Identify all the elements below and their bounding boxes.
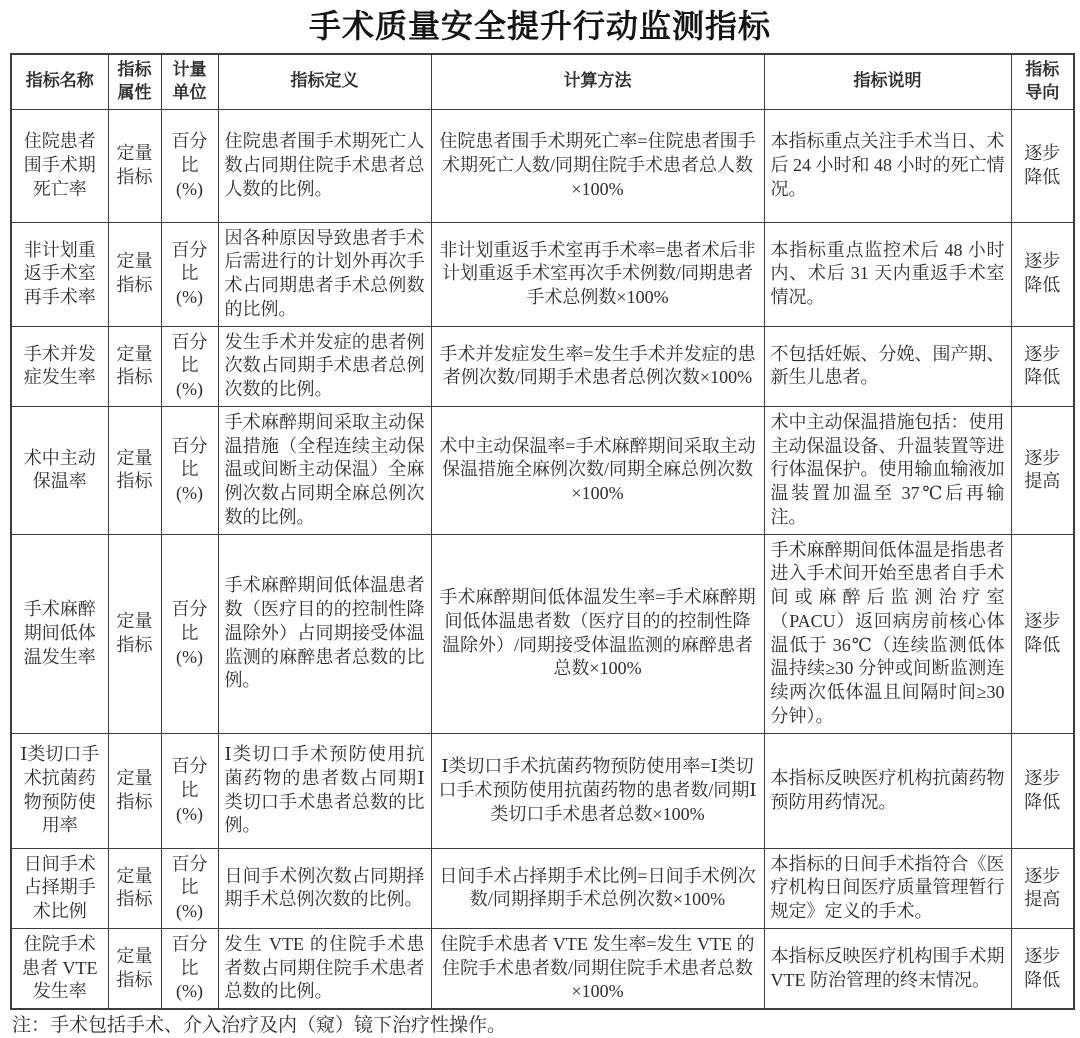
indicator-definition-cell: 手术麻醉期间采取主动保温措施（全程连续主动保温或间断主动保温）全麻例次数占同期全麻总例次数的比例。: [218, 406, 431, 534]
measurement-unit-cell: 百分比(%): [161, 326, 218, 406]
header-indicator-note: 指标说明: [764, 54, 1011, 109]
calculation-method-cell: 手术并发症发生率=发生手术并发症的患者例次数/同期手术患者总例次数×100%: [431, 326, 764, 406]
indicator-name-cell: 日间手术占择期手术比例: [11, 848, 108, 928]
indicator-definition-cell: Ⅰ类切口手术预防使用抗菌药物的患者数占同期Ⅰ类切口手术患者总数的比例。: [218, 733, 431, 848]
calculation-method-cell: 非计划重返手术室再手术率=患者术后非计划重返手术室再次手术例数/同期患者手术总例数×100%: [431, 222, 764, 326]
indicator-note-cell: 术中主动保温措施包括：使用主动保温设备、升温装置等进行体温保护。使用输血输液加温装置加温至 37℃后再输注。: [764, 406, 1011, 534]
indicator-note-cell: 本指标的日间手术指符合《医疗机构日间医疗质量管理暂行规定》定义的手术。: [764, 848, 1011, 928]
indicator-definition-cell: 因各种原因导致患者手术后需进行的计划外再次手术占同期患者手术总例数的比例。: [218, 222, 431, 326]
indicator-attribute-cell: 定量指标: [108, 109, 161, 222]
calculation-method-cell: 手术麻醉期间低体温发生率=手术麻醉期间低体温患者数（医疗目的的控制性降温除外）/同期接受体温监测的麻醉患者总数×100%: [431, 534, 764, 733]
indicator-name-cell: 住院手术患者 VTE 发生率: [11, 928, 108, 1009]
table-row: [11, 534, 1074, 733]
indicator-note-cell: 手术麻醉期间低体温是指患者进入手术间开始至患者自手术间或麻醉后监测治疗室（PACU）返回病房前核心体温低于 36℃（连续监测低体温持续≥30 分钟或间断监测连续两次低体温且间隔时间≥30 分钟）。: [764, 534, 1011, 733]
calculation-method-cell: 住院手术患者 VTE 发生率=发生 VTE 的住院手术患者数/同期住院手术患者总数×100%: [431, 928, 764, 1009]
indicator-note-cell: 本指标重点监控术后 48 小时内、术后 31 天内重返手术室情况。: [764, 222, 1011, 326]
indicators-table: [10, 53, 1075, 1010]
indicator-attribute-cell: 定量指标: [108, 534, 161, 733]
table-body: [11, 109, 1074, 1009]
indicator-attribute-cell: 定量指标: [108, 848, 161, 928]
indicator-definition-cell: 发生 VTE 的住院手术患者数占同期住院手术患者总数的比例。: [218, 928, 431, 1009]
indicator-name-cell: 术中主动保温率: [11, 406, 108, 534]
measurement-unit-cell: 百分比(%): [161, 534, 218, 733]
indicator-note-cell: 本指标重点关注手术当日、术后 24 小时和 48 小时的死亡情况。: [764, 109, 1011, 222]
table-row: [11, 222, 1074, 326]
indicator-name-cell: 手术麻醉期间低体温发生率: [11, 534, 108, 733]
table-row: [11, 326, 1074, 406]
indicator-attribute-cell: 定量指标: [108, 326, 161, 406]
header-indicator-name: 指标名称: [11, 54, 108, 109]
indicator-definition-cell: 手术麻醉期间低体温患者数（医疗目的的控制性降温除外）占同期接受体温监测的麻醉患者总数的比例。: [218, 534, 431, 733]
indicator-definition-cell: 住院患者围手术期死亡人数占同期住院手术患者总人数的比例。: [218, 109, 431, 222]
indicator-name-cell: 手术并发症发生率: [11, 326, 108, 406]
calculation-method-cell: 住院患者围手术期死亡率=住院患者围手术期死亡人数/同期住院手术患者总人数×100%: [431, 109, 764, 222]
calculation-method-cell: Ⅰ类切口手术抗菌药物预防使用率=Ⅰ类切口手术预防使用抗菌药物的患者数/同期Ⅰ类切口手术患者总数×100%: [431, 733, 764, 848]
indicator-attribute-cell: 定量指标: [108, 733, 161, 848]
measurement-unit-cell: 百分比(%): [161, 928, 218, 1009]
header-measurement-unit: 计量单位: [161, 54, 218, 109]
page-title: 手术质量安全提升行动监测指标: [308, 8, 771, 44]
table-header: [11, 54, 1074, 109]
indicator-direction-cell: 逐步降低: [1011, 733, 1074, 848]
indicator-definition-cell: 发生手术并发症的患者例次数占同期手术患者总例次数的比例。: [218, 326, 431, 406]
indicator-attribute-cell: 定量指标: [108, 406, 161, 534]
measurement-unit-cell: 百分比(%): [161, 848, 218, 928]
table-row: [11, 109, 1074, 222]
calculation-method-cell: 日间手术占择期手术比例=日间手术例次数/同期择期手术总例次数×100%: [431, 848, 764, 928]
indicator-note-cell: 本指标反映医疗机构抗菌药物预防用药情况。: [764, 733, 1011, 848]
measurement-unit-cell: 百分比(%): [161, 733, 218, 848]
header-calculation-method: 计算方法: [431, 54, 764, 109]
indicator-definition-cell: 日间手术例次数占同期择期手术总例次数的比例。: [218, 848, 431, 928]
calculation-method-cell: 术中主动保温率=手术麻醉期间采取主动保温措施全麻例次数/同期全麻总例次数×100%: [431, 406, 764, 534]
measurement-unit-cell: 百分比(%): [161, 109, 218, 222]
header-indicator-attribute: 指标属性: [108, 54, 161, 109]
table-row: [11, 848, 1074, 928]
measurement-unit-cell: 百分比(%): [161, 222, 218, 326]
indicator-attribute-cell: 定量指标: [108, 222, 161, 326]
indicator-direction-cell: 逐步降低: [1011, 109, 1074, 222]
indicator-direction-cell: 逐步提高: [1011, 406, 1074, 534]
table-row: [11, 928, 1074, 1009]
indicator-name-cell: 住院患者围手术期死亡率: [11, 109, 108, 222]
header-row: [11, 54, 1074, 109]
table-row: [11, 733, 1074, 848]
header-indicator-direction: 指标导向: [1011, 54, 1074, 109]
measurement-unit-cell: 百分比(%): [161, 406, 218, 534]
indicator-direction-cell: 逐步降低: [1011, 222, 1074, 326]
table-row: [11, 406, 1074, 534]
indicator-attribute-cell: 定量指标: [108, 928, 161, 1009]
indicator-name-cell: 非计划重返手术室再手术率: [11, 222, 108, 326]
indicator-direction-cell: 逐步提高: [1011, 848, 1074, 928]
indicator-name-cell: Ⅰ类切口手术抗菌药物预防使用率: [11, 733, 108, 848]
header-indicator-definition: 指标定义: [218, 54, 431, 109]
table-footnote: 注：手术包括手术、介入治疗及内（窥）镜下治疗性操作。: [12, 1015, 507, 1037]
indicator-direction-cell: 逐步降低: [1011, 326, 1074, 406]
indicator-direction-cell: 逐步降低: [1011, 928, 1074, 1009]
indicator-note-cell: 不包括妊娠、分娩、围产期、新生儿患者。: [764, 326, 1011, 406]
indicator-note-cell: 本指标反映医疗机构围手术期 VTE 防治管理的终末情况。: [764, 928, 1011, 1009]
indicator-direction-cell: 逐步降低: [1011, 534, 1074, 733]
